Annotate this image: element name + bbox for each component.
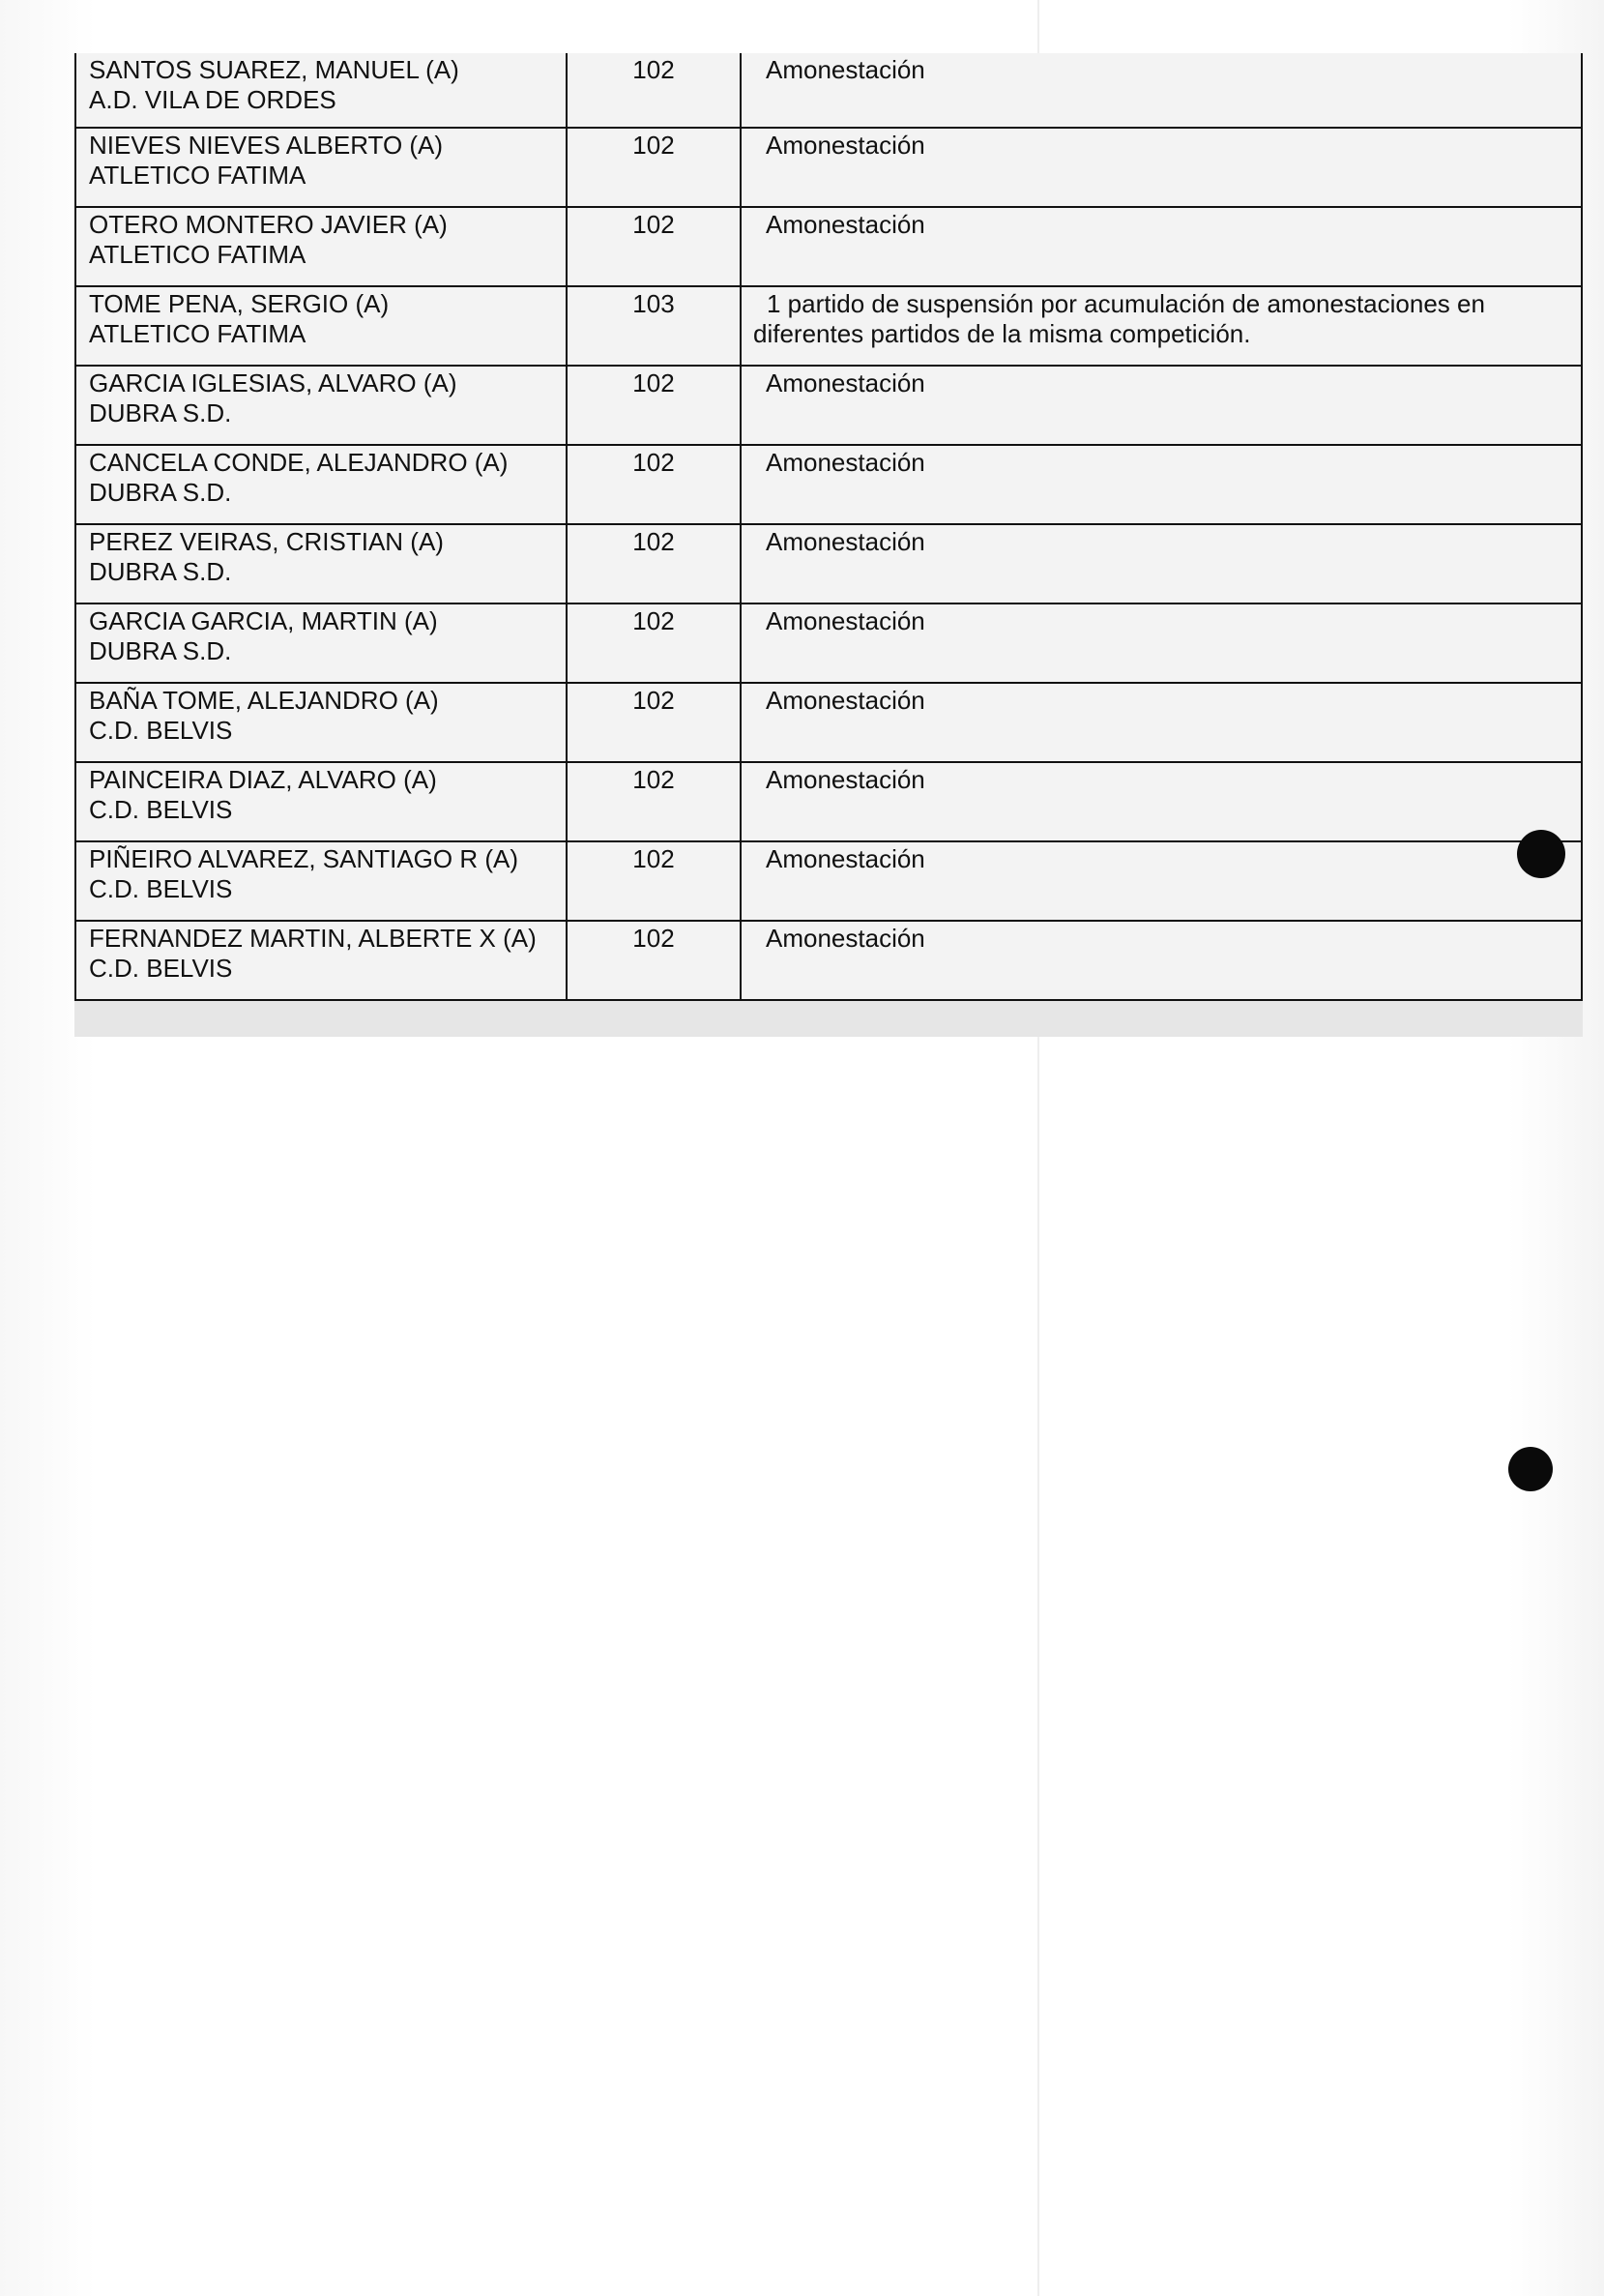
player-name: FERNANDEZ MARTIN, ALBERTE X (A) [89, 924, 537, 953]
player-name: SANTOS SUAREZ, MANUEL (A) [89, 55, 459, 84]
sanction-text: Amonestación [741, 524, 1582, 603]
article-code: 102 [567, 921, 741, 1000]
table-row [75, 53, 1582, 128]
club-name: ATLETICO FATIMA [89, 161, 306, 190]
player-cell [75, 762, 567, 841]
player-name: NIEVES NIEVES ALBERTO (A) [89, 131, 444, 160]
club-name: ATLETICO FATIMA [89, 240, 306, 269]
club-name: DUBRA S.D. [89, 557, 232, 586]
article-code: 102 [567, 524, 741, 603]
sanction-text: 1 partido de suspensión por acumulación de amonestaciones en [767, 289, 1485, 318]
article-code: 102 [567, 841, 741, 921]
player-cell [75, 683, 567, 762]
player-cell [75, 921, 567, 1000]
player-cell [75, 603, 567, 683]
article-code: 103 [567, 286, 741, 366]
player-name: PIÑEIRO ALVAREZ, SANTIAGO R (A) [89, 844, 519, 873]
player-name: GARCIA GARCIA, MARTIN (A) [89, 606, 438, 635]
table-row [75, 128, 1582, 207]
sanction-text: Amonestación [741, 762, 1582, 841]
sanction-cell [741, 286, 1582, 366]
table-row [75, 841, 1582, 921]
table-row [75, 286, 1582, 366]
table-row [75, 603, 1582, 683]
sanctions-table-container [74, 53, 1583, 1037]
player-cell [75, 53, 567, 128]
club-name: DUBRA S.D. [89, 478, 232, 507]
table-row [75, 366, 1582, 445]
article-code: 102 [567, 445, 741, 524]
sanctions-table [74, 53, 1583, 1001]
table-row [75, 524, 1582, 603]
player-cell [75, 366, 567, 445]
player-cell [75, 445, 567, 524]
article-code: 102 [567, 366, 741, 445]
article-code: 102 [567, 128, 741, 207]
club-name: C.D. BELVIS [89, 874, 233, 903]
table-row [75, 683, 1582, 762]
article-code: 102 [567, 207, 741, 286]
player-name: PEREZ VEIRAS, CRISTIAN (A) [89, 527, 444, 556]
club-name: ATLETICO FATIMA [89, 319, 306, 348]
club-name: A.D. VILA DE ORDES [89, 85, 336, 114]
sanction-text: Amonestación [741, 128, 1582, 207]
article-code: 102 [567, 683, 741, 762]
club-name: C.D. BELVIS [89, 716, 233, 745]
sanction-text: Amonestación [741, 921, 1582, 1000]
punch-hole-mark [1508, 1447, 1553, 1491]
player-name: PAINCEIRA DIAZ, ALVARO (A) [89, 765, 437, 794]
player-name: CANCELA CONDE, ALEJANDRO (A) [89, 448, 509, 477]
player-name: BAÑA TOME, ALEJANDRO (A) [89, 686, 439, 715]
article-code: 102 [567, 603, 741, 683]
table-row [75, 762, 1582, 841]
sanction-text: Amonestación [741, 207, 1582, 286]
table-row [75, 207, 1582, 286]
article-code: 102 [567, 53, 741, 128]
player-name: OTERO MONTERO JAVIER (A) [89, 210, 448, 239]
table-row [75, 445, 1582, 524]
sanction-text: Amonestación [741, 603, 1582, 683]
club-name: C.D. BELVIS [89, 795, 233, 824]
club-name: DUBRA S.D. [89, 636, 232, 665]
player-name: GARCIA IGLESIAS, ALVARO (A) [89, 368, 457, 397]
player-cell [75, 524, 567, 603]
sanction-text: Amonestación [741, 366, 1582, 445]
club-name: C.D. BELVIS [89, 954, 233, 983]
player-cell [75, 841, 567, 921]
punch-hole-mark [1517, 830, 1565, 878]
sanction-text: Amonestación [741, 53, 1582, 128]
player-name: TOME PENA, SERGIO (A) [89, 289, 390, 318]
sanction-text: Amonestación [741, 683, 1582, 762]
sanction-text-continued: diferentes partidos de la misma competición. [753, 319, 1251, 348]
sanction-text: Amonestación [741, 445, 1582, 524]
player-cell [75, 207, 567, 286]
player-cell [75, 286, 567, 366]
sanction-text: Amonestación [741, 841, 1582, 921]
player-cell [75, 128, 567, 207]
club-name: DUBRA S.D. [89, 398, 232, 427]
table-row [75, 921, 1582, 1000]
article-code: 102 [567, 762, 741, 841]
